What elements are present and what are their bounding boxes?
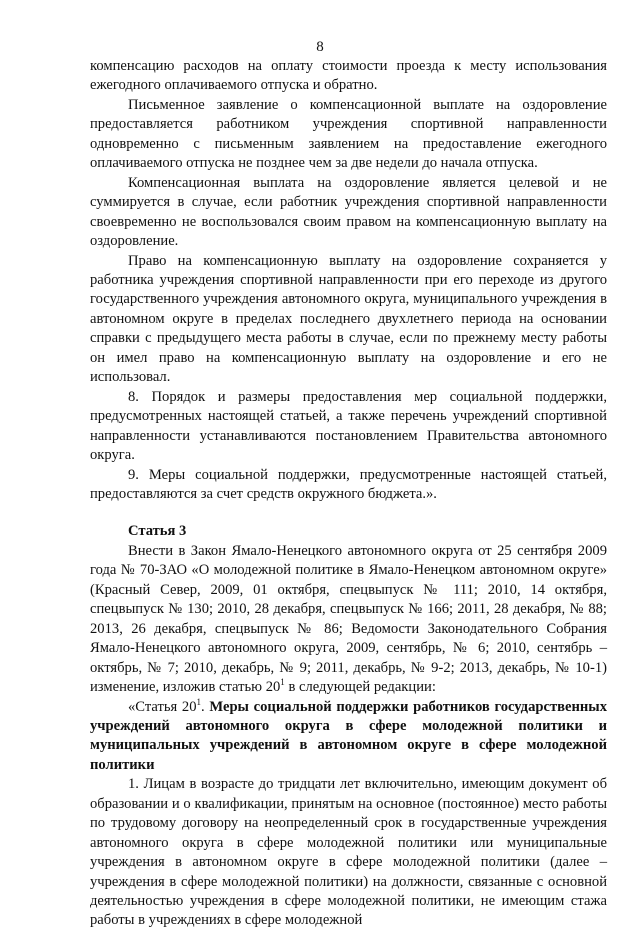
article-3-title: Статья 3 xyxy=(128,523,187,540)
article-3-intro xyxy=(90,542,607,698)
article-3-intro-superscript: 1 xyxy=(280,677,285,688)
paragraph-right-retained: Право на компенсационную выплату на оздоровление сохраняется у работника учреждения спортивной направленности при его переходе из другого государственного учреждения автономного округа, муниципального учреждения в автономном округе в пределах последнего двухлетнего периода на основании справки с предыдущего места работы в случае, если по прежнему месту работы он имел право на компенсационную выплату на оздоровление и его не использовал. xyxy=(90,252,607,386)
new-article-title: Меры социальной поддержки работников государственных учреждений автономного округа в сфере молодежной политики и муниципальных учреждений в автономном округе в сфере молодежной политики xyxy=(90,698,607,773)
paragraph-continuation: компенсацию расходов на оплату стоимости проезда к месту использования ежегодного оплачиваемого отпуска и обратно. xyxy=(90,58,607,94)
paragraph-point-8: 8. Порядок и размеры предоставления мер социальной поддержки, предусмотренных настоящей статьей, а также перечень учреждений спортивной направленности устанавливаются постановлением Правительства автономного округа. xyxy=(90,388,607,464)
section-gap xyxy=(90,504,607,522)
article-3-intro-tail: в следующей редакции: xyxy=(284,679,436,696)
new-article-point-1: 1. Лицам в возрасте до тридцати лет включительно, имеющим документ об образовании и о квалификации, принятым на основное (постоянное) место работы по трудовому договору на неопределенный срок в государственные учреждения автономного округа в сфере молодежной политики или муниципальные учреждения в автономном округе в сфере молодежной политики (далее – учреждения в сфере молодежной политики) на должности, связанные с основной деятельностью учреждения в сфере молодежной политики, не имеющим стажа работы в учреждениях в сфере молодежной xyxy=(90,776,607,929)
new-article-prefix: «Статья 20 xyxy=(128,698,197,715)
paragraph-compensation-targeted: Компенсационная выплата на оздоровление является целевой и не суммируется в случае, если работник учреждения спортивной направленности своевременно не воспользовался своим правом на компенсационную выплату на оздоровление. xyxy=(90,174,607,250)
new-article-heading xyxy=(90,698,607,776)
page-number: 8 xyxy=(316,39,324,55)
paragraph-written-application: Письменное заявление о компенсационной выплате на оздоровление предоставляется работником учреждения спортивной направленности одновременно с письменным заявлением на предоставление ежегодного оплачиваемого отпуска не позднее чем за две недели до начала отпуска. xyxy=(90,96,607,172)
article-3-intro-text: Внести в Закон Ямало-Ненецкого автономного округа от 25 сентября 2009 года № 70-ЗАО «О молодежной политике в Ямало-Ненецком автономном округе» (Красный Север, 2009, 01 октября, спецвыпуск № 111; 2010, 14 октября, спецвыпуск № 130; 2010, 28 декабря, спецвыпуск № 166; 2011, 28 декабря, № 88; 2013, 26 декабря, спецвыпуск № 86; Ведомости Законодательного Собрания Ямало-Ненецкого автономного округа, 2009, сентябрь, № 6; 2010, сентябрь – октябрь, № 7; 2010, декабрь, № 9; 2011, декабрь, № 9-2; 2013, декабрь, № 10-1) изменение, изложив статью 20 xyxy=(90,542,607,696)
paragraph-point-9: 9. Меры социальной поддержки, предусмотренные настоящей статьей, предоставляются за счет средств окружного бюджета.». xyxy=(90,466,607,502)
new-article-superscript: 1 xyxy=(196,696,202,707)
new-article-dot: . xyxy=(201,698,205,715)
page-body xyxy=(90,57,607,931)
